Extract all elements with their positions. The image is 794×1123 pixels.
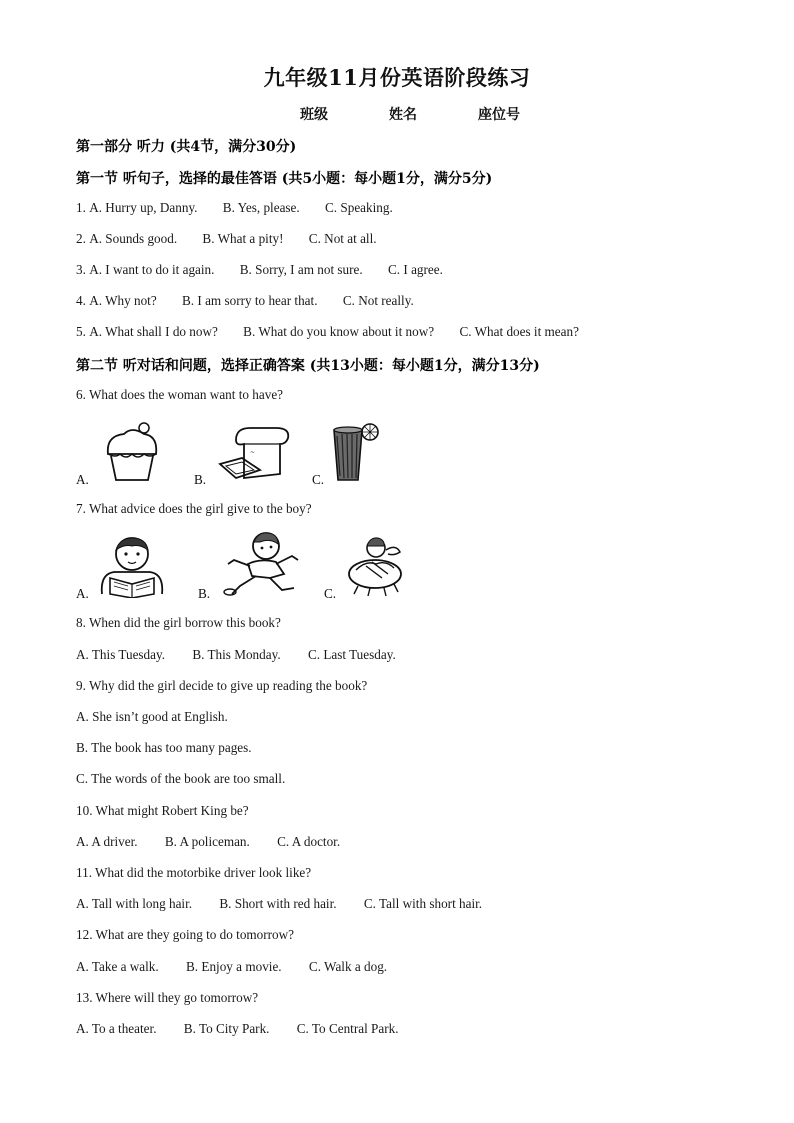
svg-text:~: ~ (250, 449, 256, 456)
question-number: 2. (76, 231, 86, 246)
name-label: 姓名 (389, 107, 417, 123)
question-12-options (76, 959, 387, 975)
question-10-options (76, 834, 340, 850)
option-a: A. To a theater. (76, 1021, 157, 1036)
option-b: B. Short with red hair. (219, 896, 337, 911)
question-7-text: 7. What advice does the girl give to the boy? (76, 501, 312, 516)
question-8-text: 8. When did the girl borrow this book? (76, 615, 281, 630)
option-a: A. This Tuesday. (76, 647, 166, 662)
seat-label: 座位号 (478, 107, 520, 123)
question-3 (76, 262, 443, 278)
option-b: B. A policeman. (164, 834, 250, 849)
option-a-label: A. (76, 586, 89, 601)
option-a: A. Sounds good. (89, 231, 178, 246)
question-number: 1. (76, 200, 86, 215)
student-info-row (300, 104, 520, 124)
question-number: 3. (76, 262, 86, 277)
option-c: C. Speaking. (325, 200, 393, 215)
option-b-picture (194, 420, 304, 486)
section2-heading: 第二节 听对话和问题，选择正确答案 (共13小题：每小题1分，满分13分) (76, 358, 540, 374)
question-13-text: 13. Where will they go tomorrow? (76, 990, 259, 1005)
option-c: C. Walk a dog. (308, 959, 388, 974)
option-b: B. The book has too many pages. (76, 740, 252, 755)
option-a: A. Why not? (89, 293, 157, 308)
question-11-options (76, 896, 482, 912)
option-a-picture (76, 420, 176, 486)
page-title: 九年级11月份英语阶段练习 (263, 65, 531, 90)
option-a-label: A. (76, 472, 89, 487)
question-9-text: 9. Why did the girl decide to give up reading the book? (76, 678, 368, 693)
option-b: B. Yes, please. (222, 200, 300, 215)
option-a: A. I want to do it again. (89, 262, 215, 277)
question-11-text: 11. What did the motorbike driver look like? (76, 865, 312, 880)
section1-heading: 第一节 听句子，选择的最佳答语 (共5小题：每小题1分，满分5分) (76, 171, 493, 187)
option-a-picture (76, 534, 186, 600)
option-a: A. Tall with long hair. (76, 896, 193, 911)
option-b: B. This Monday. (192, 647, 281, 662)
question-12-text: 12. What are they going to do tomorrow? (76, 927, 295, 942)
option-a: A. Hurry up, Danny. (89, 200, 198, 215)
question-number: 5. (76, 324, 86, 339)
option-b-label: B. (194, 472, 207, 487)
option-c-label: C. (324, 586, 337, 601)
question-6-pictures (76, 420, 396, 487)
option-c: C. The words of the book are too small. (76, 771, 286, 786)
option-b: B. What a pity! (202, 231, 284, 246)
class-label: 班级 (300, 107, 328, 123)
question-number: 4. (76, 293, 86, 308)
option-a: A. A driver. (76, 834, 138, 849)
question-2 (76, 231, 377, 247)
option-a: A. Take a walk. (76, 959, 159, 974)
option-c: C. To Central Park. (296, 1021, 399, 1036)
question-1 (76, 200, 393, 216)
option-b: B. I am sorry to hear that. (182, 293, 318, 308)
option-c: C. I agree. (388, 262, 443, 277)
swimming-boy-icon (342, 534, 408, 598)
option-b: B. Enjoy a movie. (186, 959, 282, 974)
question-10-text: 10. What might Robert King be? (76, 803, 249, 818)
option-a: A. She isn’t good at English. (76, 709, 228, 724)
part1-heading: 第一部分 听力 (共4节，满分30分) (76, 139, 297, 155)
option-c: C. Last Tuesday. (307, 647, 396, 662)
question-13-options (76, 1021, 399, 1037)
option-a: A. What shall I do now? (89, 324, 218, 339)
option-c-picture (312, 420, 392, 486)
question-7-pictures (76, 534, 416, 601)
option-c-label: C. (312, 472, 325, 487)
bread-icon (216, 422, 292, 482)
question-6-text: 6. What does the woman want to have? (76, 387, 284, 402)
option-c: C. Not at all. (308, 231, 377, 246)
option-c-picture (324, 534, 414, 600)
option-b: B. What do you know about it now? (243, 324, 435, 339)
running-boy-icon (220, 530, 302, 598)
cupcake-icon (98, 420, 164, 484)
question-8-options (76, 647, 396, 663)
reading-boy-icon (96, 534, 168, 598)
question-5 (76, 324, 579, 340)
juice-glass-icon (328, 422, 386, 484)
option-b-picture (198, 534, 308, 600)
option-c: C. Tall with short hair. (363, 896, 483, 911)
option-c: C. What does it mean? (459, 324, 579, 339)
question-4 (76, 293, 414, 309)
option-c: C. Not really. (342, 293, 414, 308)
option-b: B. Sorry, I am not sure. (239, 262, 363, 277)
option-b-label: B. (198, 586, 211, 601)
option-b: B. To City Park. (183, 1021, 270, 1036)
option-c: C. A doctor. (277, 834, 341, 849)
